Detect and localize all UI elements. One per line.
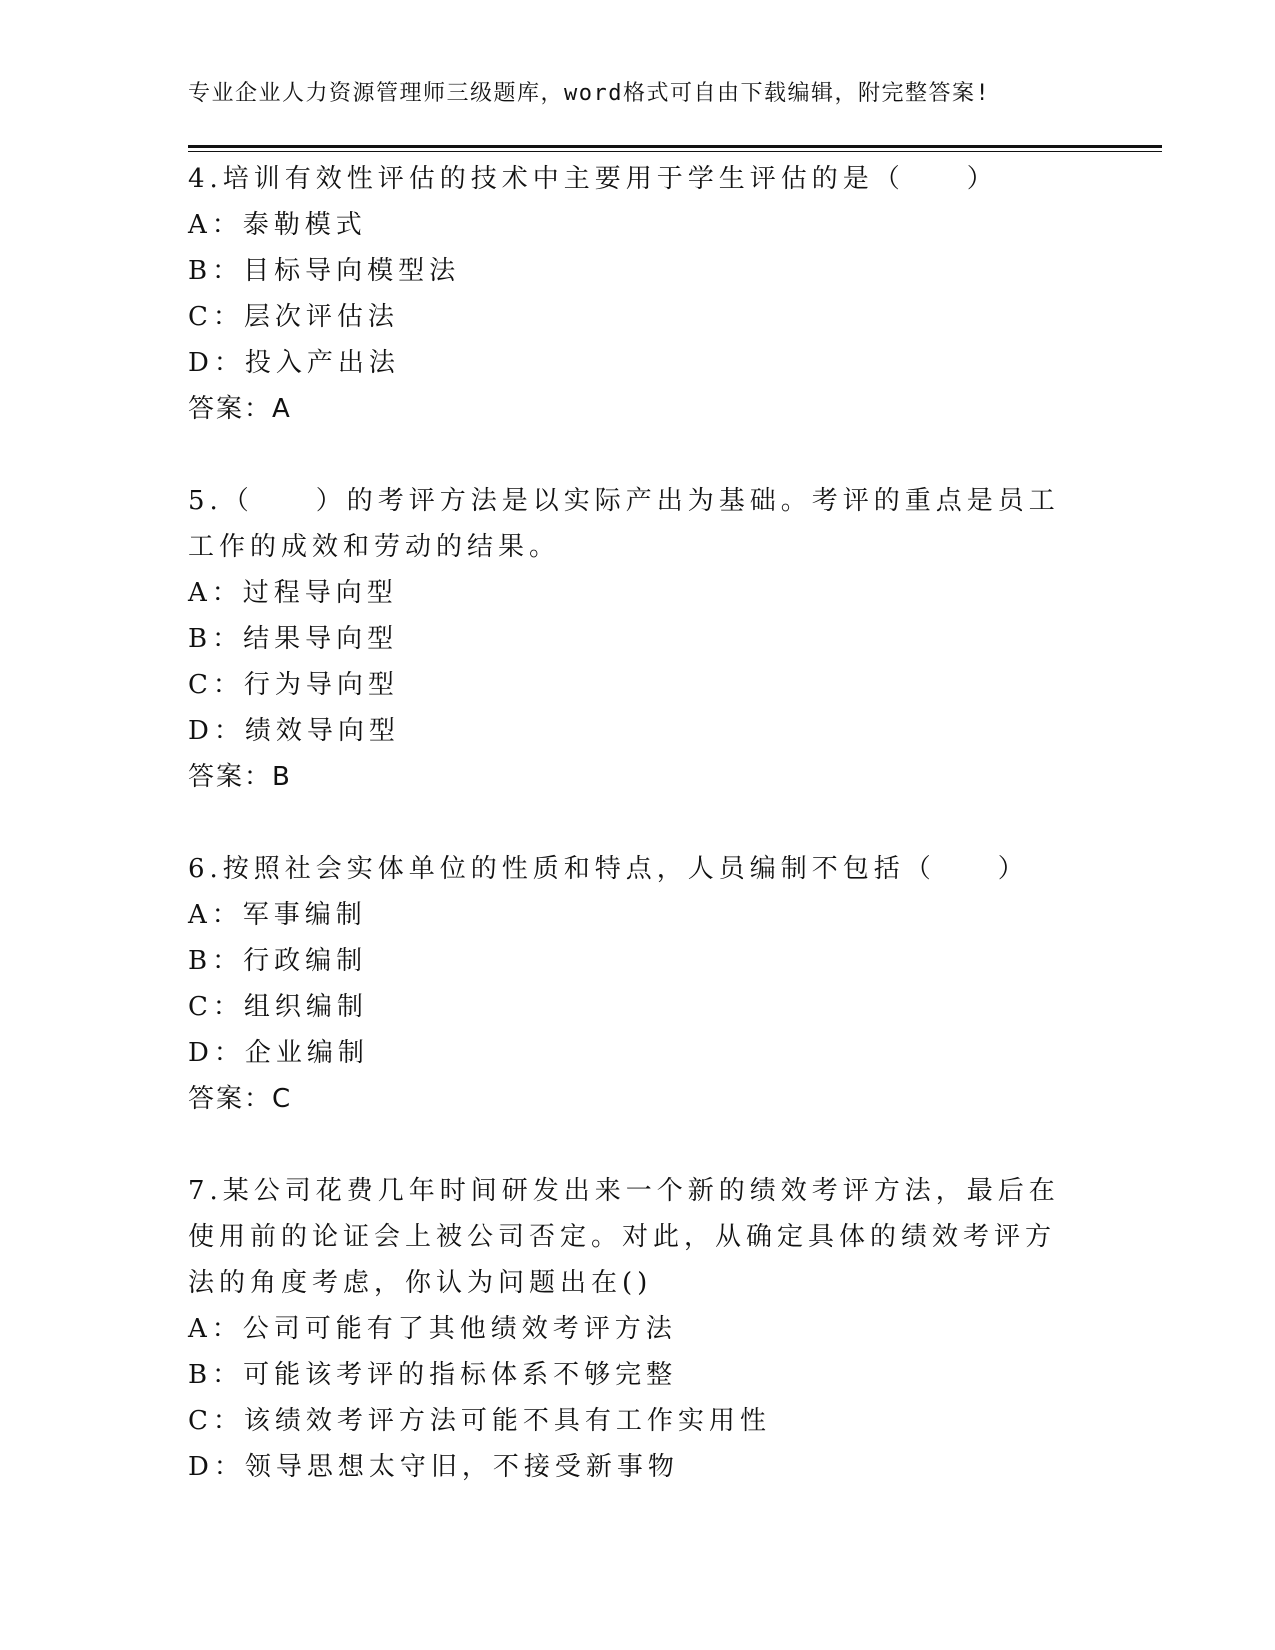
question-stem: 7.某公司花费几年时间研发出来一个新的绩效考评方法，最后在使用前的论证会上被公司否定。对此，从确定具体的绩效考评方法的角度考虑，你认为问题出在()	[188, 1176, 1060, 1298]
option-c: C：行为导向型	[188, 670, 399, 700]
answer-label: 答案：C	[188, 1084, 293, 1114]
option-d: D：领导思想太守旧，不接受新事物	[188, 1452, 679, 1482]
option-a: A：军事编制	[188, 900, 367, 930]
question-5	[188, 478, 1068, 800]
page-header: 专业企业人力资源管理师三级题库，word格式可自由下载编辑，附完整答案!	[188, 81, 991, 106]
question-4	[188, 156, 1068, 432]
header-rule-thin	[188, 151, 1162, 152]
header-rule-thick	[188, 145, 1162, 148]
option-c: C：组织编制	[188, 992, 368, 1022]
option-a: A：过程导向型	[188, 578, 398, 608]
option-a: A：公司可能有了其他绩效考评方法	[188, 1314, 677, 1344]
option-b: B：目标导向模型法	[188, 256, 461, 286]
answer-label: 答案：A	[188, 394, 292, 424]
option-b: B：行政编制	[188, 946, 368, 976]
question-stem: 6.按照社会实体单位的性质和特点，人员编制不包括（ ）	[188, 854, 1029, 884]
option-c: C：该绩效考评方法可能不具有工作实用性	[188, 1406, 771, 1436]
option-b: B：可能该考评的指标体系不够完整	[188, 1360, 678, 1390]
option-d: D：绩效导向型	[188, 716, 400, 746]
option-a: A：泰勒模式	[188, 210, 367, 240]
option-d: D：投入产出法	[188, 348, 400, 378]
question-7	[188, 1168, 1068, 1490]
answer-label: 答案：B	[188, 762, 292, 792]
option-b: B：结果导向型	[188, 624, 399, 654]
question-list	[188, 156, 1068, 1536]
question-6	[188, 846, 1068, 1122]
question-stem: 4.培训有效性评估的技术中主要用于学生评估的是（ ）	[188, 164, 998, 194]
option-c: C：层次评估法	[188, 302, 399, 332]
question-stem: 5.（ ）的考评方法是以实际产出为基础。考评的重点是员工工作的成效和劳动的结果。	[188, 486, 1060, 562]
option-d: D：企业编制	[188, 1038, 369, 1068]
